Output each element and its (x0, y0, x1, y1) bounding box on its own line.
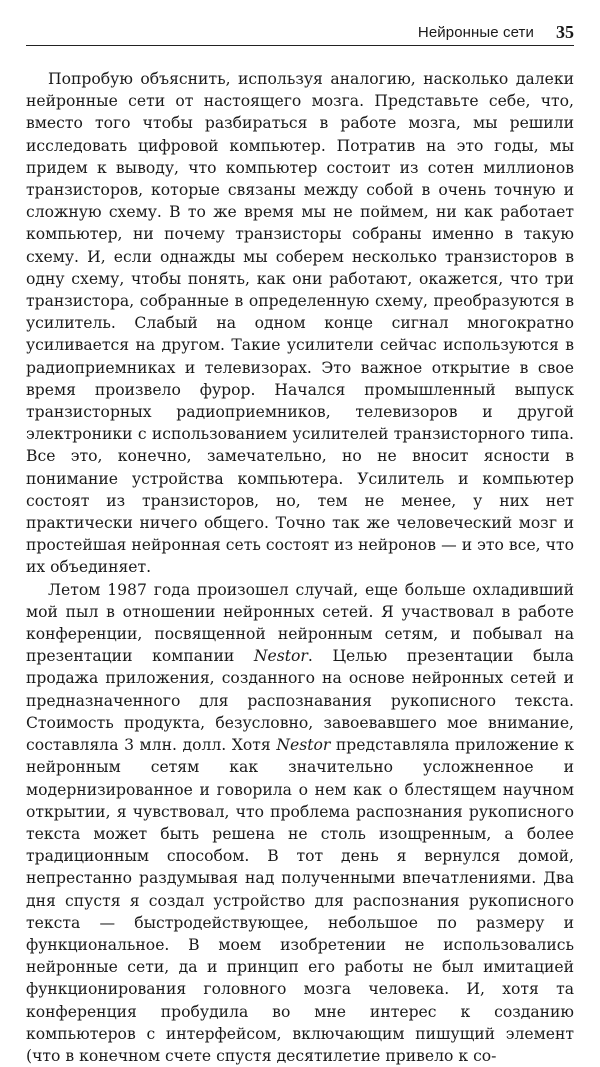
page-number: 35 (556, 22, 574, 42)
body-text (26, 68, 574, 1067)
company-name: Nestor (253, 647, 308, 666)
paragraph-analogy: Попробую объяснить, используя аналогию, насколько далеки нейронные сети от настоящего мозга. Представьте себе, что, вместо того чтобы разбираться в работе мозга, мы решили исследовать цифровой компьютер. Потратив на это годы, мы придем к выводу, что компьютер состоит из сотен миллионов транзисторов, которые связаны между собой в очень точную и сложную схему. В то же время мы не поймем, ни как работает компьютер, ни почему транзисторы собраны именно в такую схему. И, если однажды мы соберем несколько транзисторов в одну схему, чтобы понять, как они работают, окажется, что три транзистора, собранные в определенную схему, преобразуются в усилитель. Слабый на одном конце сигнал многократно усиливается на другом. Такие усилители сейчас используются в радиоприемниках и телевизорах. Это важное открытие в свое время произвело фурор. Начался промышленный выпуск транзисторных радиоприемников, телевизоров и другой электроники с использованием усилителей транзисторного типа. Все это, конечно, замечательно, но не вносит ясности в понимание устройства компьютера. Усилитель и компьютер состоят из транзисторов, но, тем не менее, у них нет практически ничего общего. Точно так же человеческий мозг и простейшая нейронная сеть состоят из нейронов — и это все, что их объединяет. (26, 70, 574, 577)
paragraph-text-part: представляла приложение к нейронным сетям как значительно усложненное и модернизированное и говорила о нем как о блестящем научном открытии, я чувствовал, что проблема распознания рукописного текста может быть решена не столь изощренным, а более традиционным способом. В тот день я вернулся домой, непрестанно раздумывая над полученными впечатлениями. Два дня спустя я создал устройство для распознания рукописного текста — быстродействующее, небольшое по размеру и функциональное. В моем изобретении не использовались нейронные сети, да и принцип его работы не был имитацией функционирования головного мозга человека. И, хотя та конференция пробудила во мне интерес к созданию компьютеров с интерфейсом, включающим пишущий элемент (что в конечном счете спустя десятилетие привело к со- (26, 736, 574, 1065)
paragraph-nestor-conference (26, 579, 574, 1067)
company-name: Nestor (276, 736, 331, 755)
running-header (26, 18, 574, 46)
paragraph-text-part: . Целью презентации была продажа приложения, созданного на основе нейронных сетей и предназначенного для распознавания рукописного текста. Стоимость продукта, безусловно, завоевавшего мое внимание, составляла 3 млн. долл. Хотя (26, 647, 574, 755)
section-title: Нейронные сети (417, 24, 534, 41)
paragraph-text-part: Летом 1987 года произошел случай, еще больше охладивший мой пыл в отношении нейронных сетей. Я участвовал в работе конференции, посвященной нейронным сетям, и побывал на презентации компании (26, 580, 574, 666)
